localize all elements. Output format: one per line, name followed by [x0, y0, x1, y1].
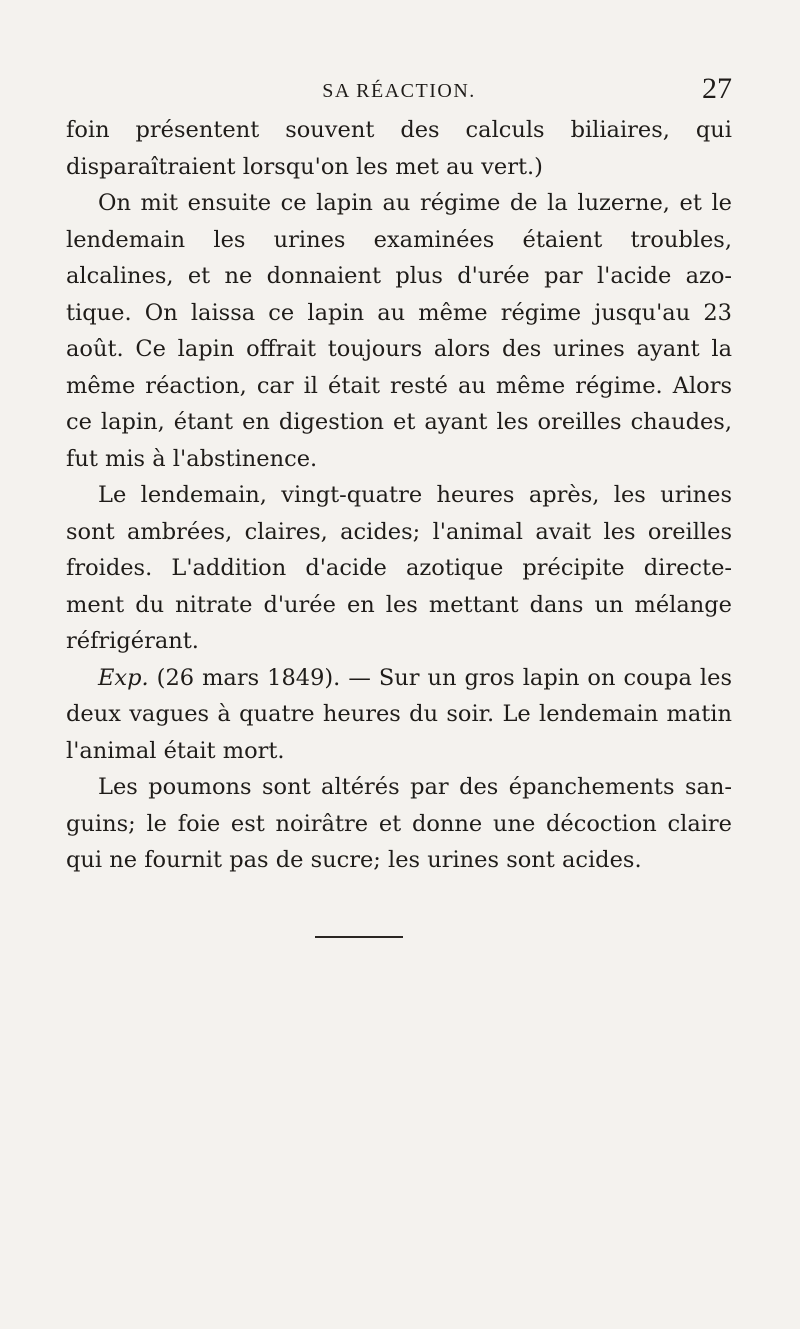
- page-body: [66, 112, 732, 879]
- paragraph-1: foin présentent souvent des calculs biliaires, qui disparaîtraient lorsqu'on les met au vert.): [66, 117, 732, 180]
- running-head: [66, 72, 732, 112]
- paragraph-4-experiment: [66, 660, 732, 770]
- section-end-rule: [315, 936, 403, 938]
- paragraph-2: On mit ensuite ce lapin au régime de la luzerne, et le lendemain les urines examinées étaient troubles, alcalines, et ne donnaient plus d'urée par l'acide azo- tique. On laissa ce lapin au même régime jusqu'au 23 août. Ce lapin offrait toujours alors des urines ayant la même réaction, car il était resté au même régime. Alors ce lapin, étant en digestion et ayant les oreilles chaudes, fut mis à l'abstinence.: [66, 190, 732, 472]
- page-number: 27: [702, 72, 732, 105]
- paragraph-3: Le lendemain, vingt-quatre heures après, les urines sont ambrées, claires, acides; l'animal avait les oreilles froides. L'addition d'acide azotique précipite directe- ment du nitrate d'urée en les mettant dans un mélange réfrigérant.: [66, 482, 732, 654]
- paragraph-5: Les poumons sont altérés par des épanchements san- guins; le foie est noirâtre et donne une décoction claire qui ne fournit pas de sucre; les urines sont acides.: [66, 774, 732, 873]
- experiment-text: (26 mars 1849). — Sur un gros lapin on coupa les deux vagues à quatre heures du soir. Le lendemain matin l'animal était mort.: [66, 664, 732, 764]
- experiment-label: Exp.: [98, 664, 149, 691]
- running-title: SA RÉACTION.: [322, 80, 476, 102]
